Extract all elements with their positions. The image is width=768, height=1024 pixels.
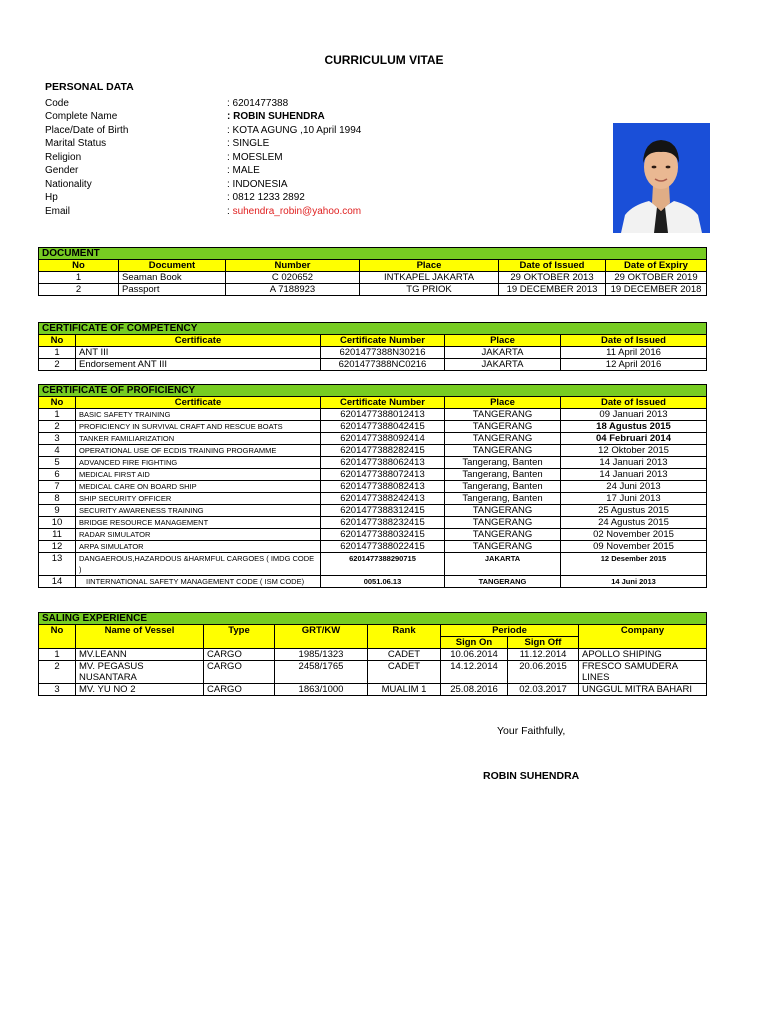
personal-value: : suhendra_robin@yahoo.com [227, 206, 362, 217]
experience-table [38, 612, 707, 696]
section-title: DOCUMENT [39, 248, 707, 260]
personal-value: : MALE [227, 165, 260, 176]
table-row: 13 DANGAEROUS,HAZARDOUS &HARMFUL CARGOES ( IMDG CODE ) 6201477388290715 JAKARTA 12 Desember 2015 [39, 553, 707, 576]
table-header: No Certificate Certificate Number Place Date of Issued [39, 335, 707, 347]
personal-label: Complete Name [45, 111, 118, 122]
table-row: 2 Endorsement ANT III 6201477388NC0216 JAKARTA 12 April 2016 [39, 359, 707, 371]
personal-value: : INDONESIA [227, 179, 288, 190]
table-row: 12 ARPA SIMULATOR 6201477388022415 TANGERANG 09 November 2015 [39, 541, 707, 553]
table-row: 1 Seaman Book C 020652 INTKAPEL JAKARTA 29 OKTOBER 2013 29 OKTOBER 2019 [39, 272, 707, 284]
table-row: 3 TANKER FAMILIARIZATION 6201477388092414 TANGERANG 04 Februari 2014 [39, 433, 707, 445]
closing-text: Your Faithfully, [497, 725, 566, 737]
section-title: SALING EXPERIENCE [39, 613, 707, 625]
table-row: 1 ANT III 6201477388N30216 JAKARTA 11 April 2016 [39, 347, 707, 359]
personal-label: Religion [45, 152, 82, 163]
section-title: CERTIFICATE OF PROFICIENCY [39, 385, 707, 397]
personal-label: Hp [45, 192, 58, 203]
personal-value: : 6201477388 [227, 98, 289, 109]
table-row: 3 MV. YU NO 2 CARGO 1863/1000 MUALIM 1 25.08.2016 02.03.2017 UNGGUL MITRA BAHARI [39, 684, 707, 696]
table-row: 9 SECURITY AWARENESS TRAINING 6201477388312415 TANGERANG 25 Agustus 2015 [39, 505, 707, 517]
proficiency-table [38, 384, 707, 588]
signer-name: ROBIN SUHENDRA [483, 770, 580, 782]
table-row: 4 OPERATIONAL USE OF ECDIS TRAINING PROGRAMME 6201477388282415 TANGERANG 12 Oktober 2015 [39, 445, 707, 457]
table-row: 2 PROFICIENCY IN SURVIVAL CRAFT AND RESCUE BOATS 6201477388042415 TANGERANG 18 Agustus 2015 [39, 421, 707, 433]
personal-label: Code [45, 98, 69, 109]
personal-value: : ROBIN SUHENDRA [227, 111, 325, 122]
table-header: No Name of Vessel Type GRT/KW Rank Periode Company [39, 625, 707, 637]
table-row: 6 MEDICAL FIRST AID 6201477388072413 Tangerang, Banten 14 Januari 2013 [39, 469, 707, 481]
table-subheader: Sign On Sign Off [39, 637, 707, 649]
table-row: 1 BASIC SAFETY TRAINING 6201477388012413 TANGERANG 09 Januari 2013 [39, 409, 707, 421]
personal-label: Place/Date of Birth [45, 125, 129, 136]
table-header: No Certificate Certificate Number Place Date of Issued [39, 397, 707, 409]
personal-value: : SINGLE [227, 138, 270, 149]
portrait-photo-icon [613, 123, 710, 233]
table-row: 1 MV.LEANN CARGO 1985/1323 CADET 10.06.2014 11.12.2014 APOLLO SHIPING [39, 649, 707, 661]
email-link[interactable]: suhendra_robin@yahoo.com [232, 206, 362, 217]
personal-data-title: PERSONAL DATA [45, 81, 134, 93]
table-row: 2 MV. PEGASUS NUSANTARA CARGO 2458/1765 CADET 14.12.2014 20.06.2015 FRESCO SAMUDERA LINES [39, 661, 707, 684]
personal-label: Marital Status [45, 138, 107, 149]
competency-table [38, 322, 707, 371]
personal-value: : KOTA AGUNG ,10 April 1994 [227, 125, 362, 136]
page-title: CURRICULUM VITAE [324, 53, 444, 67]
document-table [38, 247, 707, 296]
personal-label: Gender [45, 165, 79, 176]
table-row: 5 ADVANCED FIRE FIGHTING 6201477388062413 Tangerang, Banten 14 Januari 2013 [39, 457, 707, 469]
personal-value: : 0812 1233 2892 [227, 192, 305, 203]
table-row: 7 MEDICAL CARE ON BOARD SHIP 6201477388082413 Tangerang, Banten 24 Juni 2013 [39, 481, 707, 493]
table-row: 14 IINTERNATIONAL SAFETY MANAGEMENT CODE ( ISM CODE) 0051.06.13 TANGERANG 14 Juni 2013 [39, 576, 707, 588]
personal-value: : MOESLEM [227, 152, 283, 163]
table-row: 10 BRIDGE RESOURCE MANAGEMENT 6201477388232415 TANGERANG 24 Agustus 2015 [39, 517, 707, 529]
section-title: CERTIFICATE OF COMPETENCY [39, 323, 707, 335]
personal-label: Email [45, 206, 71, 217]
table-row: 11 RADAR SIMULATOR 6201477388032415 TANGERANG 02 November 2015 [39, 529, 707, 541]
personal-label: Nationality [45, 179, 92, 190]
table-header: No Document Number Place Date of Issued Date of Expiry [39, 260, 707, 272]
table-row: 8 SHIP SECURITY OFFICER 6201477388242413 Tangerang, Banten 17 Juni 2013 [39, 493, 707, 505]
table-row: 2 Passport A 7188923 TG PRIOK 19 DECEMBER 2013 19 DECEMBER 2018 [39, 284, 707, 296]
